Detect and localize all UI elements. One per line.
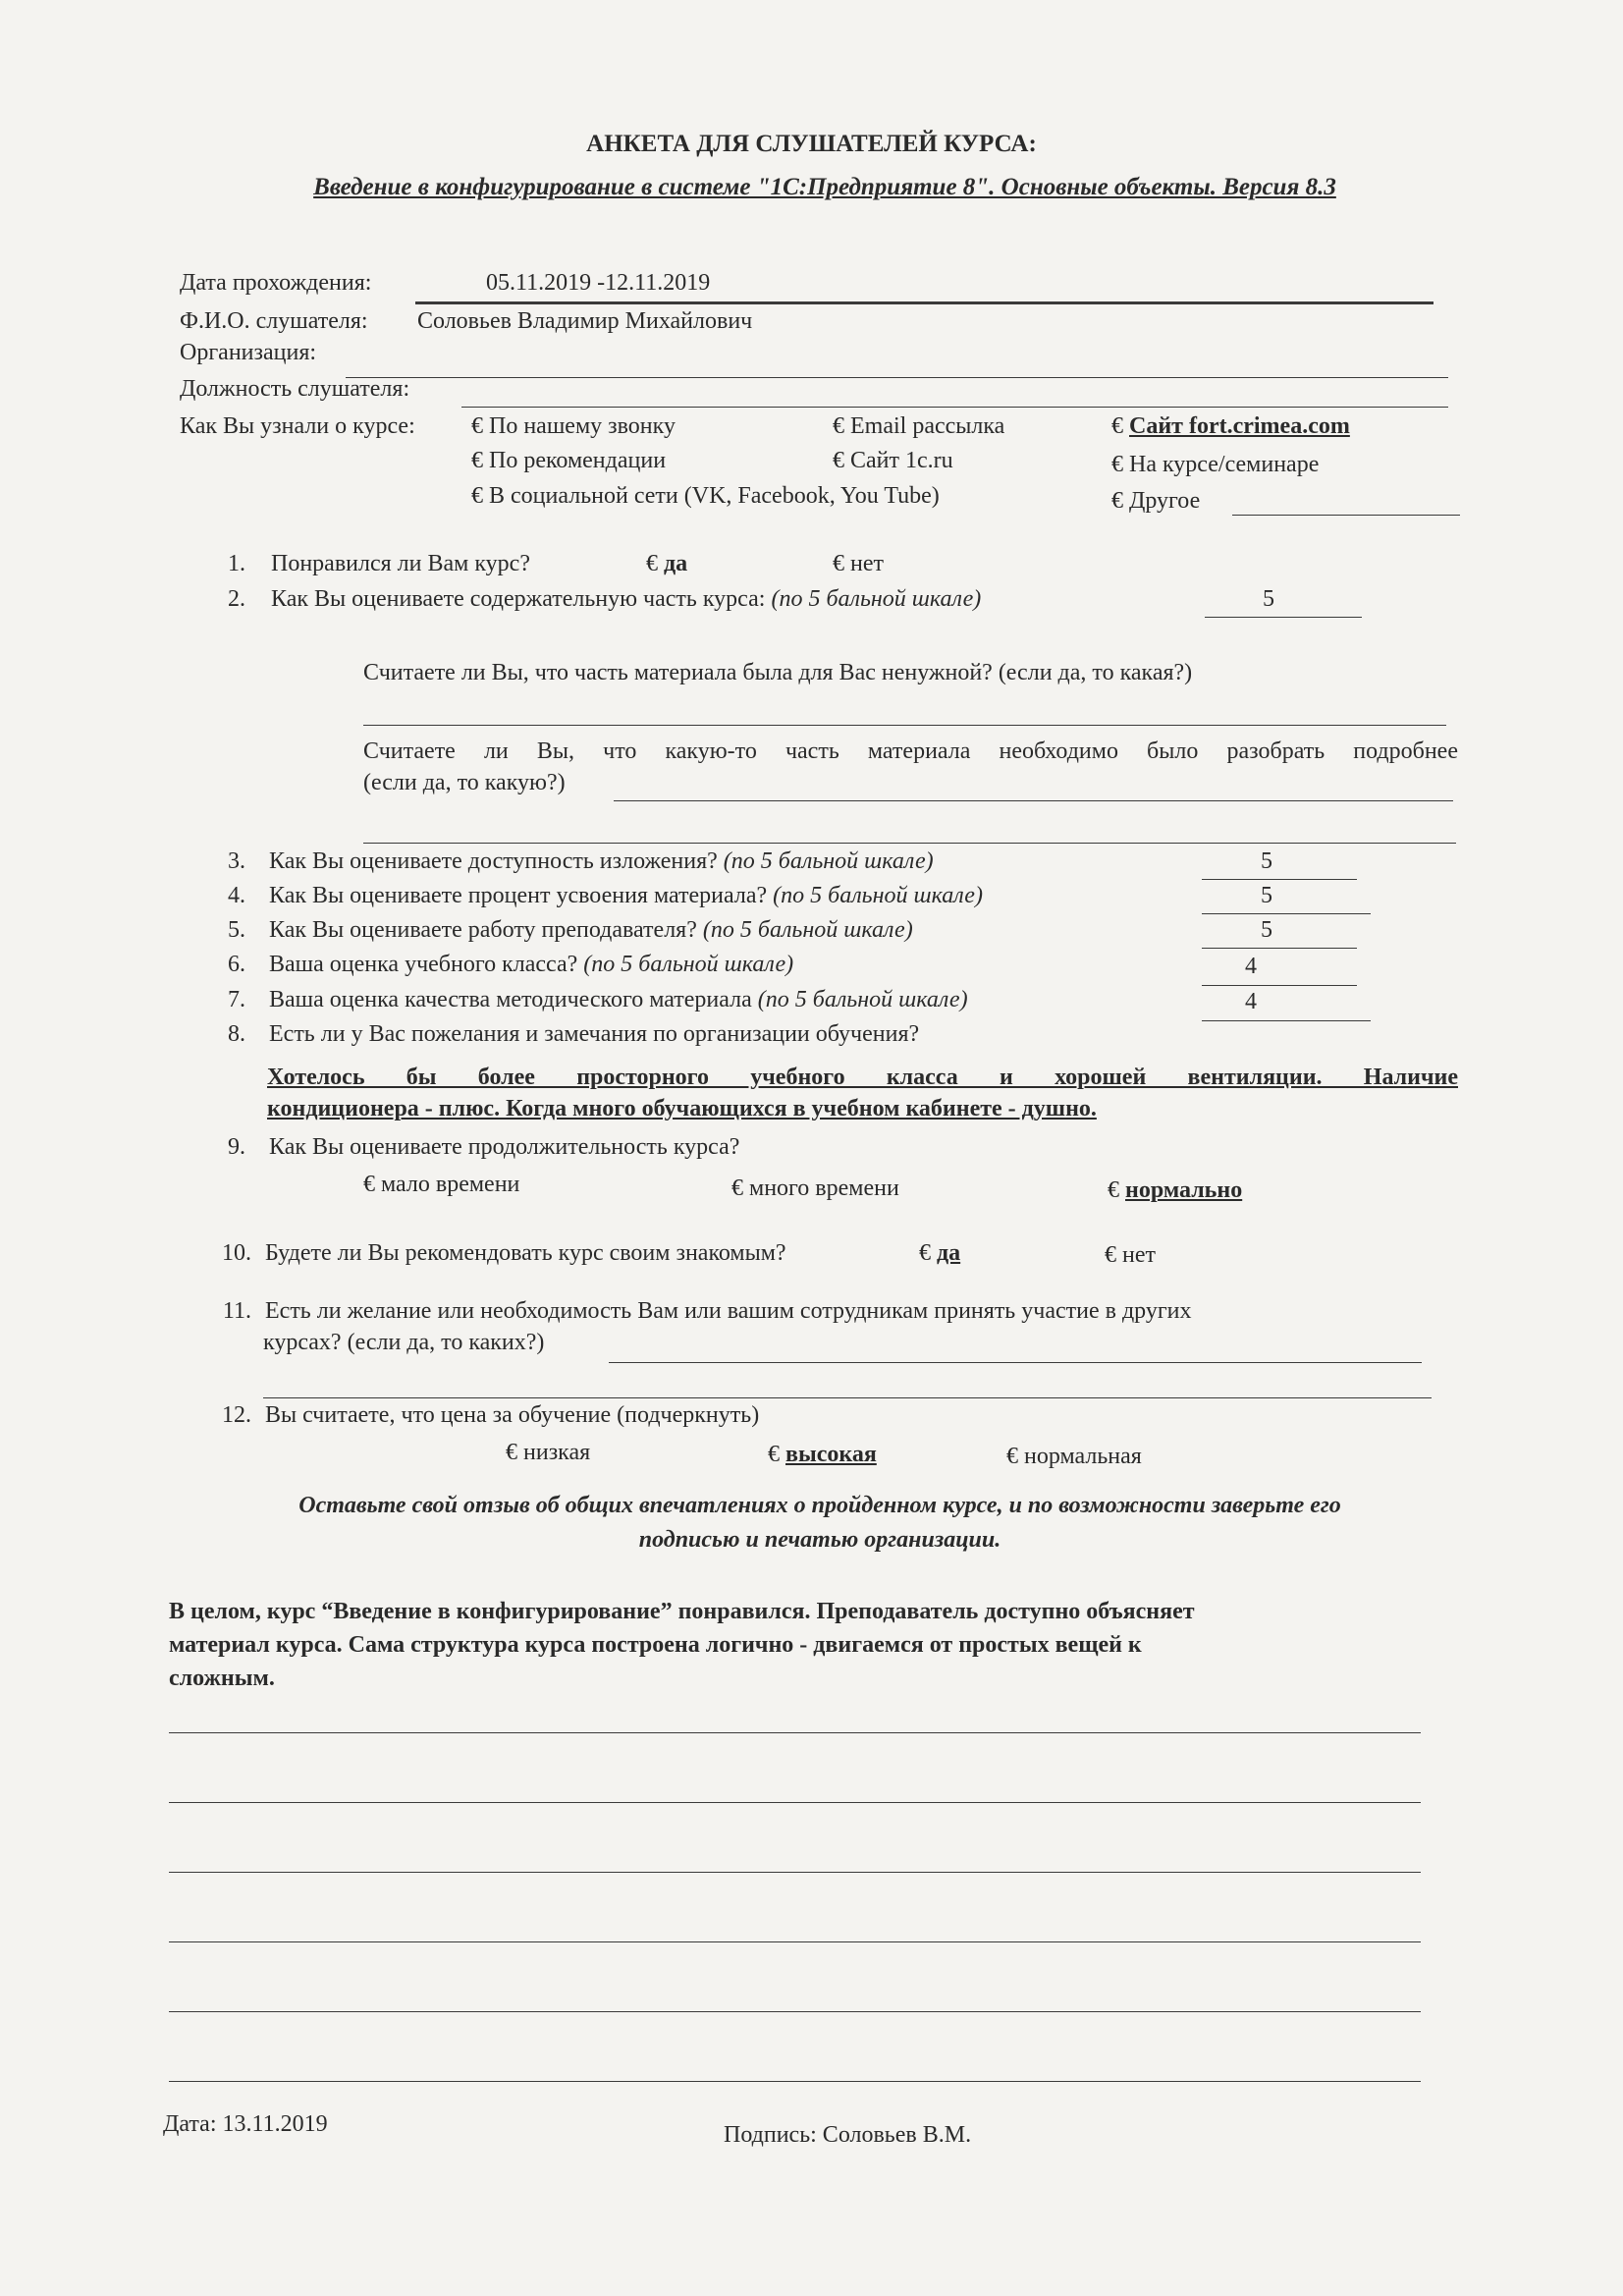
q11-text-line2: курсах? (если да, то каких?) — [263, 1330, 545, 1355]
q12-option-high[interactable] — [768, 1442, 877, 1468]
q6-answer[interactable]: 4 — [1245, 954, 1257, 979]
q10-option-yes-label: да — [937, 1240, 961, 1266]
q7-answer[interactable]: 4 — [1245, 989, 1257, 1014]
feedback-line-2[interactable] — [169, 1802, 1421, 1803]
q9-option-normal[interactable] — [1108, 1177, 1242, 1204]
q11-answer-field-2[interactable] — [263, 1397, 1432, 1398]
q12-option-low[interactable]: € низкая — [506, 1440, 591, 1465]
q5-answer[interactable]: 5 — [1261, 917, 1272, 943]
source-option-fort-site[interactable] — [1111, 413, 1350, 440]
q1-number: 1. — [228, 551, 245, 576]
q4-question: Как Вы оцениваете процент усвоения материала? — [269, 883, 768, 908]
q3-number: 3. — [228, 848, 245, 874]
q12-text: Вы считаете, что цена за обучение (подчеркнуть) — [265, 1402, 760, 1428]
q10-option-yes[interactable] — [919, 1240, 960, 1267]
q2a-text: Считаете ли Вы, что часть материала была для Вас ненужной? (если да, то какая?) — [363, 660, 1193, 685]
q10-text: Будете ли Вы рекомендовать курс своим знакомым? — [265, 1240, 786, 1266]
q5-scale: (по 5 бальной шкале) — [702, 917, 913, 943]
q5-text — [269, 917, 913, 944]
course-title: Введение в конфигурирование в системе "1С:Предприятие 8". Основные объекты. Версия 8.3 — [313, 174, 1336, 200]
q11-answer-field[interactable] — [609, 1362, 1422, 1363]
q4-text — [269, 883, 983, 909]
q2b-text-line1: Считаете ли Вы, что какую-то часть материала необходимо было разобрать подробнее — [363, 738, 1458, 764]
q6-scale: (по 5 бальной шкале) — [583, 952, 794, 977]
q7-text — [269, 987, 968, 1013]
position-field[interactable] — [461, 407, 1448, 408]
organization-field[interactable] — [346, 377, 1448, 378]
q7-answer-line — [1202, 1020, 1371, 1021]
source-option-course[interactable]: € На курсе/семинаре — [1111, 452, 1320, 477]
q2b-text-line2: (если да, то какую?) — [363, 770, 566, 795]
q7-number: 7. — [228, 987, 245, 1012]
q1-option-no[interactable]: € нет — [833, 551, 884, 576]
q11-number: 11. — [222, 1298, 251, 1324]
checkbox-mark: € — [646, 551, 664, 576]
q2-answer[interactable]: 5 — [1263, 586, 1274, 612]
feedback-text-line2[interactable]: материал курса. Сама структура курса построена логично - двигаемся от простых вещей к — [169, 1632, 1142, 1658]
q4-answer-line — [1202, 913, 1371, 914]
source-label: Как Вы узнали о курсе: — [180, 413, 415, 439]
q9-text: Как Вы оцениваете продолжительность курса? — [269, 1134, 740, 1160]
feedback-text-line3[interactable]: сложным. — [169, 1666, 275, 1691]
q3-scale: (по 5 бальной шкале) — [723, 848, 934, 874]
organization-label: Организация: — [180, 340, 317, 365]
source-option-1c-site[interactable]: € Сайт 1c.ru — [833, 448, 953, 473]
q9-option-normal-label: нормально — [1125, 1177, 1243, 1203]
q12-number: 12. — [222, 1402, 251, 1428]
q2a-answer-field[interactable] — [363, 725, 1446, 726]
q3-question: Как Вы оцениваете доступность изложения? — [269, 848, 718, 874]
q5-answer-line — [1202, 948, 1357, 949]
q4-number: 4. — [228, 883, 245, 908]
other-source-field[interactable] — [1232, 515, 1460, 516]
q6-question: Ваша оценка учебного класса? — [269, 952, 578, 977]
checkbox-mark: € — [1111, 413, 1129, 439]
q5-number: 5. — [228, 917, 245, 943]
q5-question: Как Вы оцениваете работу преподавателя? — [269, 917, 697, 943]
q3-answer-line — [1202, 879, 1357, 880]
q8-answer-line1[interactable]: Хотелось бы более просторного учебного класса и хорошей вентиляции. Наличие — [267, 1065, 1458, 1090]
source-option-email[interactable]: € Email рассылка — [833, 413, 1005, 439]
source-option-other[interactable]: € Другое — [1111, 488, 1201, 514]
q1-text: Понравился ли Вам курс? — [271, 551, 530, 576]
q8-answer-line2[interactable]: кондиционера - плюс. Когда много обучающихся в учебном кабинете - душно. — [267, 1096, 1097, 1121]
q4-scale: (по 5 бальной шкале) — [773, 883, 983, 908]
source-option-fort-site-label: Сайт fort.crimea.com — [1129, 413, 1350, 439]
q2-scale: (по 5 бальной шкале) — [771, 586, 982, 612]
feedback-line-1[interactable] — [169, 1732, 1421, 1733]
checkbox-mark: € — [919, 1240, 937, 1266]
q6-answer-line — [1202, 985, 1357, 986]
feedback-prompt-line1: Оставьте свой отзыв об общих впечатлениях о пройденном курсе, и по возможности заверьте его — [298, 1493, 1341, 1518]
checkbox-mark: € — [1108, 1177, 1125, 1203]
q7-question: Ваша оценка качества методического материала — [269, 987, 752, 1012]
footer-date: Дата: 13.11.2019 — [163, 2111, 328, 2137]
q8-text: Есть ли у Вас пожелания и замечания по организации обучения? — [269, 1021, 920, 1047]
feedback-line-4[interactable] — [169, 1941, 1421, 1942]
q12-option-high-label: высокая — [785, 1442, 877, 1467]
feedback-text-line1[interactable]: В целом, курс “Введение в конфигурирование” понравился. Преподаватель доступно объясняет — [169, 1599, 1195, 1624]
feedback-line-6[interactable] — [169, 2081, 1421, 2082]
q9-option-long[interactable]: € много времени — [731, 1175, 899, 1201]
q10-number: 10. — [222, 1240, 251, 1266]
q10-option-no[interactable]: € нет — [1105, 1242, 1156, 1268]
form-title: АНКЕТА ДЛЯ СЛУШАТЕЛЕЙ КУРСА: — [586, 131, 1037, 157]
q11-text-line1: Есть ли желание или необходимость Вам или вашим сотрудникам принять участие в других — [265, 1298, 1192, 1324]
source-option-recommendation[interactable]: € По рекомендации — [471, 448, 667, 473]
q3-text — [269, 848, 934, 875]
date-value: 05.11.2019 -12.11.2019 — [486, 270, 711, 296]
feedback-prompt-line2: подписью и печатью организации. — [638, 1527, 1001, 1553]
q9-option-short[interactable]: € мало времени — [363, 1172, 520, 1197]
source-option-call[interactable]: € По нашему звонку — [471, 413, 676, 439]
footer-signature: Подпись: Соловьев В.М. — [724, 2122, 972, 2148]
q8-number: 8. — [228, 1021, 245, 1047]
q2-question: Как Вы оцениваете содержательную часть курса: — [271, 586, 766, 612]
q6-number: 6. — [228, 952, 245, 977]
q9-number: 9. — [228, 1134, 245, 1160]
q2b-answer-field[interactable] — [614, 800, 1453, 801]
q7-scale: (по 5 бальной шкале) — [757, 987, 968, 1012]
q1-option-yes-label: да — [664, 551, 688, 576]
q2b-answer-field-2[interactable] — [363, 843, 1456, 844]
date-underline — [415, 301, 1434, 304]
name-value: Соловьев Владимир Михайлович — [417, 308, 753, 334]
source-option-social[interactable]: € В социальной сети (VK, Facebook, You Tube) — [471, 483, 940, 509]
checkbox-mark: € — [768, 1442, 785, 1467]
q2-answer-line — [1205, 617, 1362, 618]
position-label: Должность слушателя: — [180, 376, 410, 402]
q6-text — [269, 952, 793, 978]
q3-answer[interactable]: 5 — [1261, 848, 1272, 874]
feedback-line-5[interactable] — [169, 2011, 1421, 2012]
feedback-line-3[interactable] — [169, 1872, 1421, 1873]
q2-number: 2. — [228, 586, 245, 612]
name-label: Ф.И.О. слушателя: — [180, 308, 368, 334]
q1-option-yes[interactable] — [646, 551, 687, 577]
q2-text — [271, 586, 981, 613]
q12-option-normal[interactable]: € нормальная — [1006, 1444, 1142, 1469]
date-label: Дата прохождения: — [180, 270, 372, 296]
q4-answer[interactable]: 5 — [1261, 883, 1272, 908]
